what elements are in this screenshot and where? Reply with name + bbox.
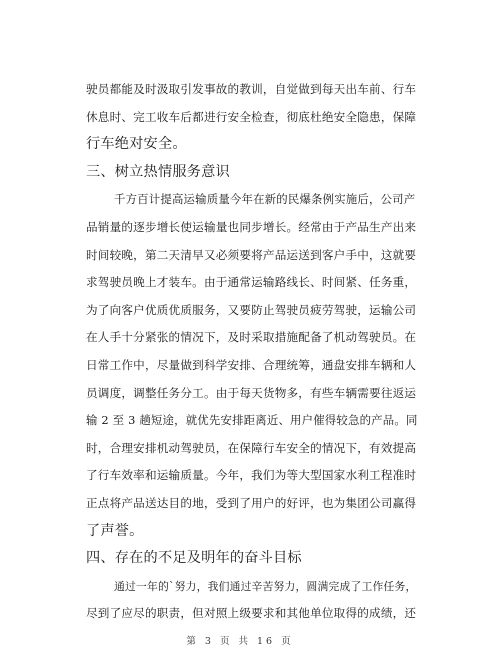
text-line: 日常工作中，尽量做到科学安排、合理统筹，通盘安排车辆和人 xyxy=(86,357,417,372)
section-heading: 三、树立热情服务意识 xyxy=(86,163,230,180)
text-line: 求驾驶员晚上才装车。由于通常运输路线长、时间紧、任务重， xyxy=(86,275,417,290)
text-line: 了声誉。 xyxy=(86,522,144,539)
text-line: 在人手十分紧张的情况下，及时采取措施配备了机动驾驶员。在 xyxy=(86,330,417,345)
text-line: 千方百计提高运输质量今年在新的民爆条例实施后，公司产 xyxy=(114,192,416,207)
text-line: 休息时、完工收车后都进行安全检查，彻底杜绝安全隐患，保障 xyxy=(86,109,417,124)
text-line: 为了向客户优质优质服务，又要防止驾驶员疲劳驾驶，运输公司 xyxy=(86,302,417,317)
text-line: 正点将产品送达目的地，受到了用户的好评，也为集团公司赢得 xyxy=(86,495,417,510)
page-number-footer: 第 3 页 共 16 页 xyxy=(186,636,294,647)
text-line: 员调度，调整任务分工。由于每天货物多，有些车辆需要往返运 xyxy=(86,385,417,400)
text-line: 输 2 至 3 趟短途，就优先安排距离近、用户催得较急的产品。同 xyxy=(86,413,418,428)
text-line: 时间较晚，第二天清早又必须要将产品运送到客户手中，这就要 xyxy=(86,247,417,262)
text-line: 尽到了应尽的职责，但对照上级要求和其他单位取得的成绩，还 xyxy=(86,606,417,621)
text-line: 驶员都能及时汲取引发事故的教训，自觉做到每天出车前、行车 xyxy=(86,82,417,96)
body-text xyxy=(86,76,418,628)
section-heading: 四、存在的不足及明年的奋斗目标 xyxy=(86,550,302,567)
text-line: 时，合理安排机动驾驶员，在保障行车安全的情况下，有效提高 xyxy=(86,440,417,455)
text-line: 行车绝对安全。 xyxy=(86,136,187,153)
text-line: 了行车效率和运输质量。今年，我们为等大型国家水利工程准时 xyxy=(86,468,417,483)
text-line: 通过一年的`努力，我们通过辛苦努力，圆满完成了工作任务， xyxy=(114,579,417,593)
text-line: 品销量的逐步增长使运输量也同步增长。经常由于产品生产出来 xyxy=(86,219,417,234)
